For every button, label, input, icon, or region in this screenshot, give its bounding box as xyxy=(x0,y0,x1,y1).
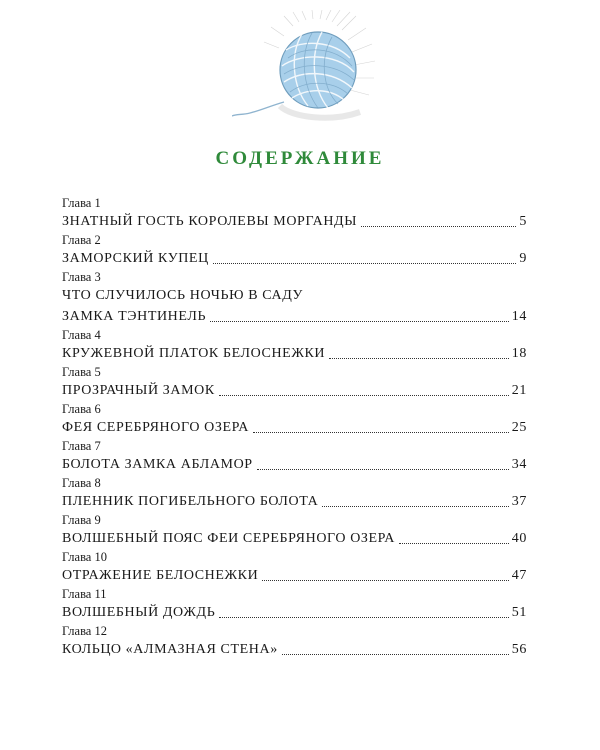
chapter-title: БОЛОТА ЗАМКА АБЛАМОР xyxy=(62,457,253,472)
toc-entry[interactable] xyxy=(62,550,527,586)
toc-entry[interactable] xyxy=(62,439,527,475)
chapter-label: Глава 9 xyxy=(62,513,101,527)
chapter-title: ВОЛШЕБНЫЙ ПОЯС ФЕИ СЕРЕБРЯНОГО ОЗЕРА xyxy=(62,531,395,546)
chapter-label: Глава 12 xyxy=(62,624,107,638)
chapter-title-line xyxy=(62,639,527,660)
page-number: 14 xyxy=(511,309,527,324)
page-number: 18 xyxy=(511,346,527,361)
dot-leader xyxy=(329,358,509,359)
page-title: СОДЕРЖАНИЕ xyxy=(215,148,385,169)
chapter-title-line xyxy=(62,491,527,512)
page-number: 9 xyxy=(519,251,527,266)
chapter-title-line xyxy=(62,343,527,364)
chapter-title-line xyxy=(62,211,527,232)
chapter-title: КОЛЬЦО «АЛМАЗНАЯ СТЕНА» xyxy=(62,642,278,657)
page-number: 40 xyxy=(511,531,527,546)
chapter-title-line xyxy=(62,417,527,438)
chapter-label: Глава 7 xyxy=(62,439,101,453)
dot-leader xyxy=(399,543,509,544)
chapter-title: ПЛЕННИК ПОГИБЕЛЬНОГО БОЛОТА xyxy=(62,494,319,509)
dot-leader xyxy=(262,580,508,581)
page-number: 34 xyxy=(511,457,527,472)
page-number: 21 xyxy=(511,383,527,398)
chapter-label: Глава 6 xyxy=(62,402,101,416)
page-number: 51 xyxy=(511,605,527,620)
chapter-title: ЗАМОРСКИЙ КУПЕЦ xyxy=(62,251,209,266)
dot-leader xyxy=(282,654,509,655)
chapter-title: ЗАМКА ТЭНТИНЕЛЬ xyxy=(62,309,207,324)
toc-entry[interactable] xyxy=(62,270,527,327)
page-number: 47 xyxy=(511,568,527,583)
chapter-label: Глава 11 xyxy=(62,587,107,601)
toc-entry[interactable] xyxy=(62,328,527,364)
chapter-title-line xyxy=(62,602,527,623)
chapter-title: КРУЖЕВНОЙ ПЛАТОК БЕЛОСНЕЖКИ xyxy=(62,346,326,361)
dot-leader xyxy=(210,321,509,322)
dot-leader xyxy=(361,226,516,227)
page-number: 5 xyxy=(519,214,527,229)
table-of-contents xyxy=(62,196,527,660)
toc-entry[interactable] xyxy=(62,196,527,232)
page-number: 37 xyxy=(511,494,527,509)
toc-entry[interactable] xyxy=(62,365,527,401)
toc-entry[interactable] xyxy=(62,624,527,660)
toc-entry[interactable] xyxy=(62,402,527,438)
toc-entry[interactable] xyxy=(62,513,527,549)
chapter-title: ЗНАТНЫЙ ГОСТЬ КОРОЛЕВЫ МОРГАНДЫ xyxy=(62,214,357,229)
chapter-label: Глава 4 xyxy=(62,328,101,342)
chapter-label: Глава 10 xyxy=(62,550,107,564)
dot-leader xyxy=(213,263,517,264)
chapter-title-line xyxy=(62,454,527,475)
chapter-title: ОТРАЖЕНИЕ БЕЛОСНЕЖКИ xyxy=(62,568,259,583)
dot-leader xyxy=(257,469,509,470)
chapter-title-line xyxy=(62,380,527,401)
toc-entry[interactable] xyxy=(62,587,527,623)
chapter-title: ПРОЗРАЧНЫЙ ЗАМОК xyxy=(62,383,215,398)
chapter-label: Глава 1 xyxy=(62,196,101,210)
dot-leader xyxy=(322,506,508,507)
chapter-title-line xyxy=(62,285,527,306)
dot-leader xyxy=(219,395,509,396)
yarn-ball-illustration xyxy=(232,10,382,140)
page-number: 56 xyxy=(511,642,527,657)
chapter-title-line xyxy=(62,528,527,549)
chapter-label: Глава 2 xyxy=(62,233,101,247)
chapter-title: ЧТО СЛУЧИЛОСЬ НОЧЬЮ В САДУ xyxy=(62,288,304,303)
chapter-label: Глава 8 xyxy=(62,476,101,490)
toc-entry[interactable] xyxy=(62,476,527,512)
chapter-title-line xyxy=(62,565,527,586)
chapter-title-line xyxy=(62,248,527,269)
dot-leader xyxy=(253,432,509,433)
chapter-label: Глава 5 xyxy=(62,365,101,379)
toc-entry[interactable] xyxy=(62,233,527,269)
chapter-title: ФЕЯ СЕРЕБРЯНОГО ОЗЕРА xyxy=(62,420,249,435)
chapter-label: Глава 3 xyxy=(62,270,101,284)
chapter-title: ВОЛШЕБНЫЙ ДОЖДЬ xyxy=(62,605,216,620)
chapter-title-line xyxy=(62,306,527,327)
dot-leader xyxy=(219,617,508,618)
page-number: 25 xyxy=(511,420,527,435)
